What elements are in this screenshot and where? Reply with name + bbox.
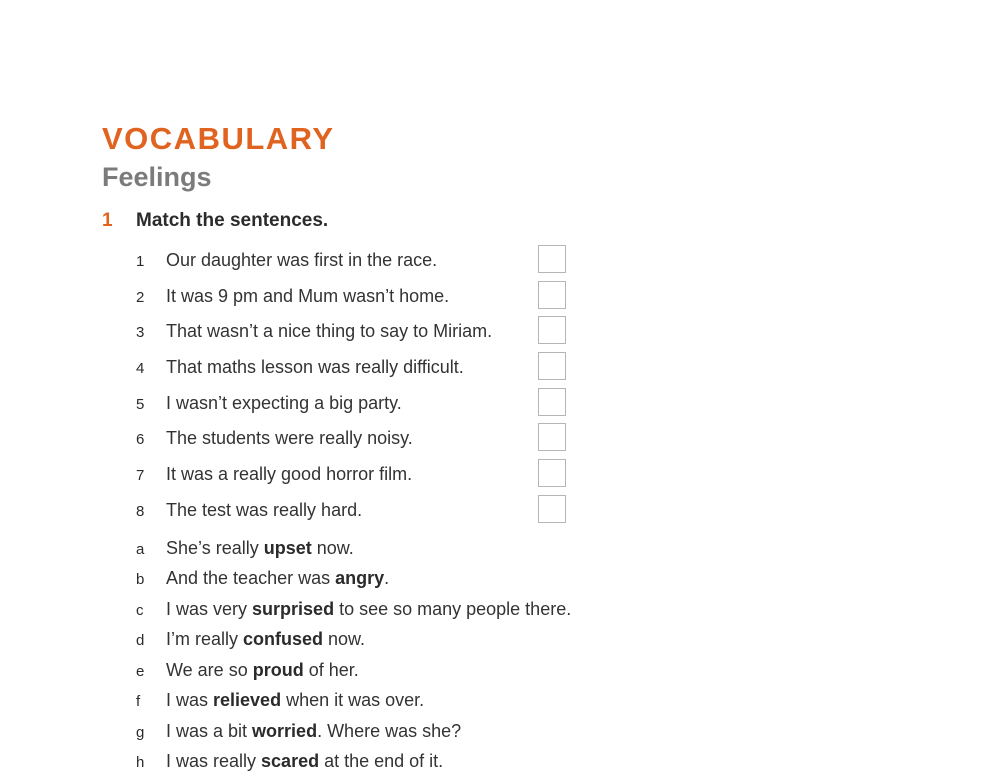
- response-row: d I’m really confused now.: [136, 625, 365, 653]
- sentence-row: [136, 246, 437, 274]
- feeling-word: relieved: [213, 690, 282, 710]
- sentence-text: It was a really good horror film.: [166, 464, 413, 484]
- response-letter: e: [136, 663, 145, 680]
- sentence-number: 5: [136, 396, 145, 413]
- response-letter: h: [136, 754, 145, 771]
- feeling-word: upset: [263, 538, 312, 558]
- sentence-text: The test was really hard.: [166, 500, 363, 520]
- sentence-row: [136, 460, 412, 488]
- sentence-number: 4: [136, 360, 145, 377]
- response-letter: d: [136, 632, 145, 649]
- response-letter: b: [136, 571, 145, 588]
- feeling-word: confused: [243, 629, 324, 649]
- section-heading: VOCABULARY: [102, 121, 335, 156]
- sentence-number: 1: [136, 253, 145, 270]
- exercise-text: Match the sentences.: [136, 210, 329, 231]
- exercise-instruction: [102, 207, 328, 235]
- response-row: g I was a bit worried. Where was she?: [136, 717, 461, 745]
- response-row: f I was relieved when it was over.: [136, 686, 424, 714]
- sentence-row: [136, 317, 492, 345]
- feeling-word: proud: [252, 660, 304, 680]
- answer-box-1[interactable]: [538, 245, 566, 273]
- response-letter: c: [136, 602, 144, 619]
- answer-box-6[interactable]: [538, 423, 566, 451]
- exercise-number: 1: [102, 210, 113, 231]
- sentence-text: That maths lesson was really difficult.: [166, 357, 464, 377]
- sentence-text: That wasn’t a nice thing to say to Miriam.: [166, 321, 493, 341]
- response-letter: g: [136, 724, 145, 741]
- answer-box-7[interactable]: [538, 459, 566, 487]
- feeling-word: angry: [335, 568, 385, 588]
- sentence-number: 3: [136, 324, 145, 341]
- section-subheading: Feelings: [102, 162, 212, 192]
- sentence-number: 2: [136, 289, 145, 306]
- answer-box-5[interactable]: [538, 388, 566, 416]
- sentence-number: 6: [136, 431, 145, 448]
- feeling-word: surprised: [252, 599, 335, 619]
- feeling-word: worried: [252, 721, 318, 741]
- sentence-text: I wasn’t expecting a big party.: [166, 393, 402, 413]
- sentence-row: [136, 282, 449, 310]
- answer-box-8[interactable]: [538, 495, 566, 523]
- response-row: e We are so proud of her.: [136, 656, 359, 684]
- sentence-number: 7: [136, 467, 145, 484]
- response-row: b And the teacher was angry.: [136, 564, 389, 592]
- response-row: c I was very surprised to see so many people there.: [136, 595, 571, 623]
- sentence-text: Our daughter was first in the race.: [166, 250, 438, 270]
- sentence-row: [136, 353, 464, 381]
- response-letter: a: [136, 541, 145, 558]
- feeling-word: scared: [261, 751, 320, 771]
- response-row: a She’s really upset now.: [136, 534, 354, 562]
- sentence-row: [136, 496, 362, 524]
- answer-box-3[interactable]: [538, 316, 566, 344]
- response-letter: f: [136, 693, 141, 710]
- sentence-row: [136, 424, 413, 452]
- answer-box-4[interactable]: [538, 352, 566, 380]
- sentence-text: It was 9 pm and Mum wasn’t home.: [166, 286, 450, 306]
- response-row: h I was really scared at the end of it.: [136, 747, 443, 775]
- answer-box-2[interactable]: [538, 281, 566, 309]
- sentence-row: [136, 389, 402, 417]
- sentence-number: 8: [136, 503, 145, 520]
- sentence-text: The students were really noisy.: [166, 428, 413, 448]
